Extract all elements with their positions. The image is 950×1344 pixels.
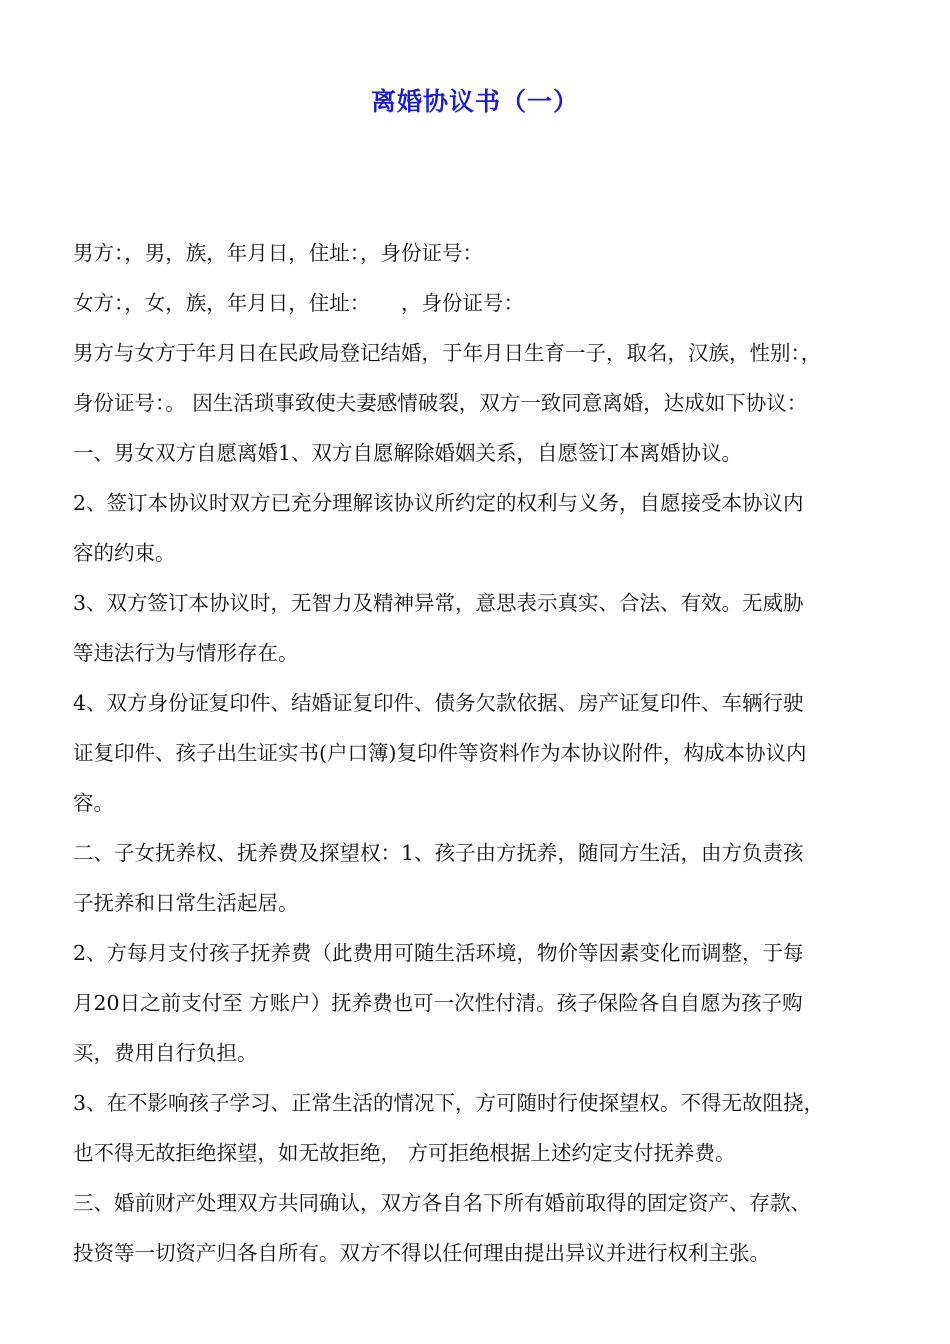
paragraph-line: 4、双方身份证复印件、结婚证复印件、债务欠款依据、房产证复印件、车辆行驶 (73, 691, 804, 715)
document-body (73, 228, 893, 1278)
paragraph-line: 2、方每月支付孩子抚养费（此费用可随生活环境，物价等因素变化而调整，于每 (73, 941, 804, 965)
paragraph-line: 也不得无故拒绝探望，如无故拒绝， 方可拒绝根据上述约定支付抚养费。 (73, 1141, 736, 1165)
paragraph-line: 等违法行为与情形存在。 (73, 641, 299, 665)
paragraph-line: 3、双方签订本协议时，无智力及精神异常，意思表示真实、合法、有效。无威胁 (73, 591, 804, 615)
paragraph-line: 月20日之前支付至 方账户）抚养费也可一次性付清。孩子保险各自自愿为孩子购 (73, 991, 803, 1015)
paragraph-line: 子抚养和日常生活起居。 (73, 891, 299, 915)
document-title: 离婚协议书（一） (370, 87, 579, 116)
paragraph-line: 证复印件、孩子出生证实书(户口簿)复印件等资料作为本协议附件，构成本协议内 (73, 741, 807, 765)
paragraph-line: 买，费用自行负担。 (73, 1041, 258, 1065)
paragraph-line: 三、婚前财产处理双方共同确认，双方各自名下所有婚前取得的固定资产、存款、 (73, 1191, 811, 1215)
paragraph-line: 投资等一切资产归各自所有。双方不得以任何理由提出异议并进行权利主张。 (73, 1241, 770, 1265)
paragraph-line: 2、签订本协议时双方已充分理解该协议所约定的权利与义务，自愿接受本协议内 (73, 491, 804, 515)
paragraph-line: 容的约束。 (73, 541, 176, 565)
paragraph-line: 身份证号：。 因生活琐事致使夫妻感情破裂，双方一致同意离婚，达成如下协议： (73, 391, 808, 415)
paragraph-line: 3、在不影响孩子学习、正常生活的情况下，方可随时行使探望权。不得无故阻挠， (73, 1091, 825, 1115)
paragraph-line: 二、子女抚养权、抚养费及探望权：1、孩子由方抚养，随同方生活，由方负责孩 (73, 841, 804, 865)
paragraph-line: 女方：，女，族，年月日，住址： ，身份证号： (73, 291, 524, 315)
paragraph-line: 容。 (73, 791, 114, 815)
paragraph-line: 男方：，男，族，年月日，住址：，身份证号： (73, 241, 483, 265)
paragraph-line: 男方与女方于年月日在民政局登记结婚，于年月日生育一子，取名，汉族，性别：， (73, 341, 822, 365)
paragraph-line: 一、男女双方自愿离婚1、双方自愿解除婚姻关系，自愿签订本离婚协议。 (73, 441, 743, 465)
